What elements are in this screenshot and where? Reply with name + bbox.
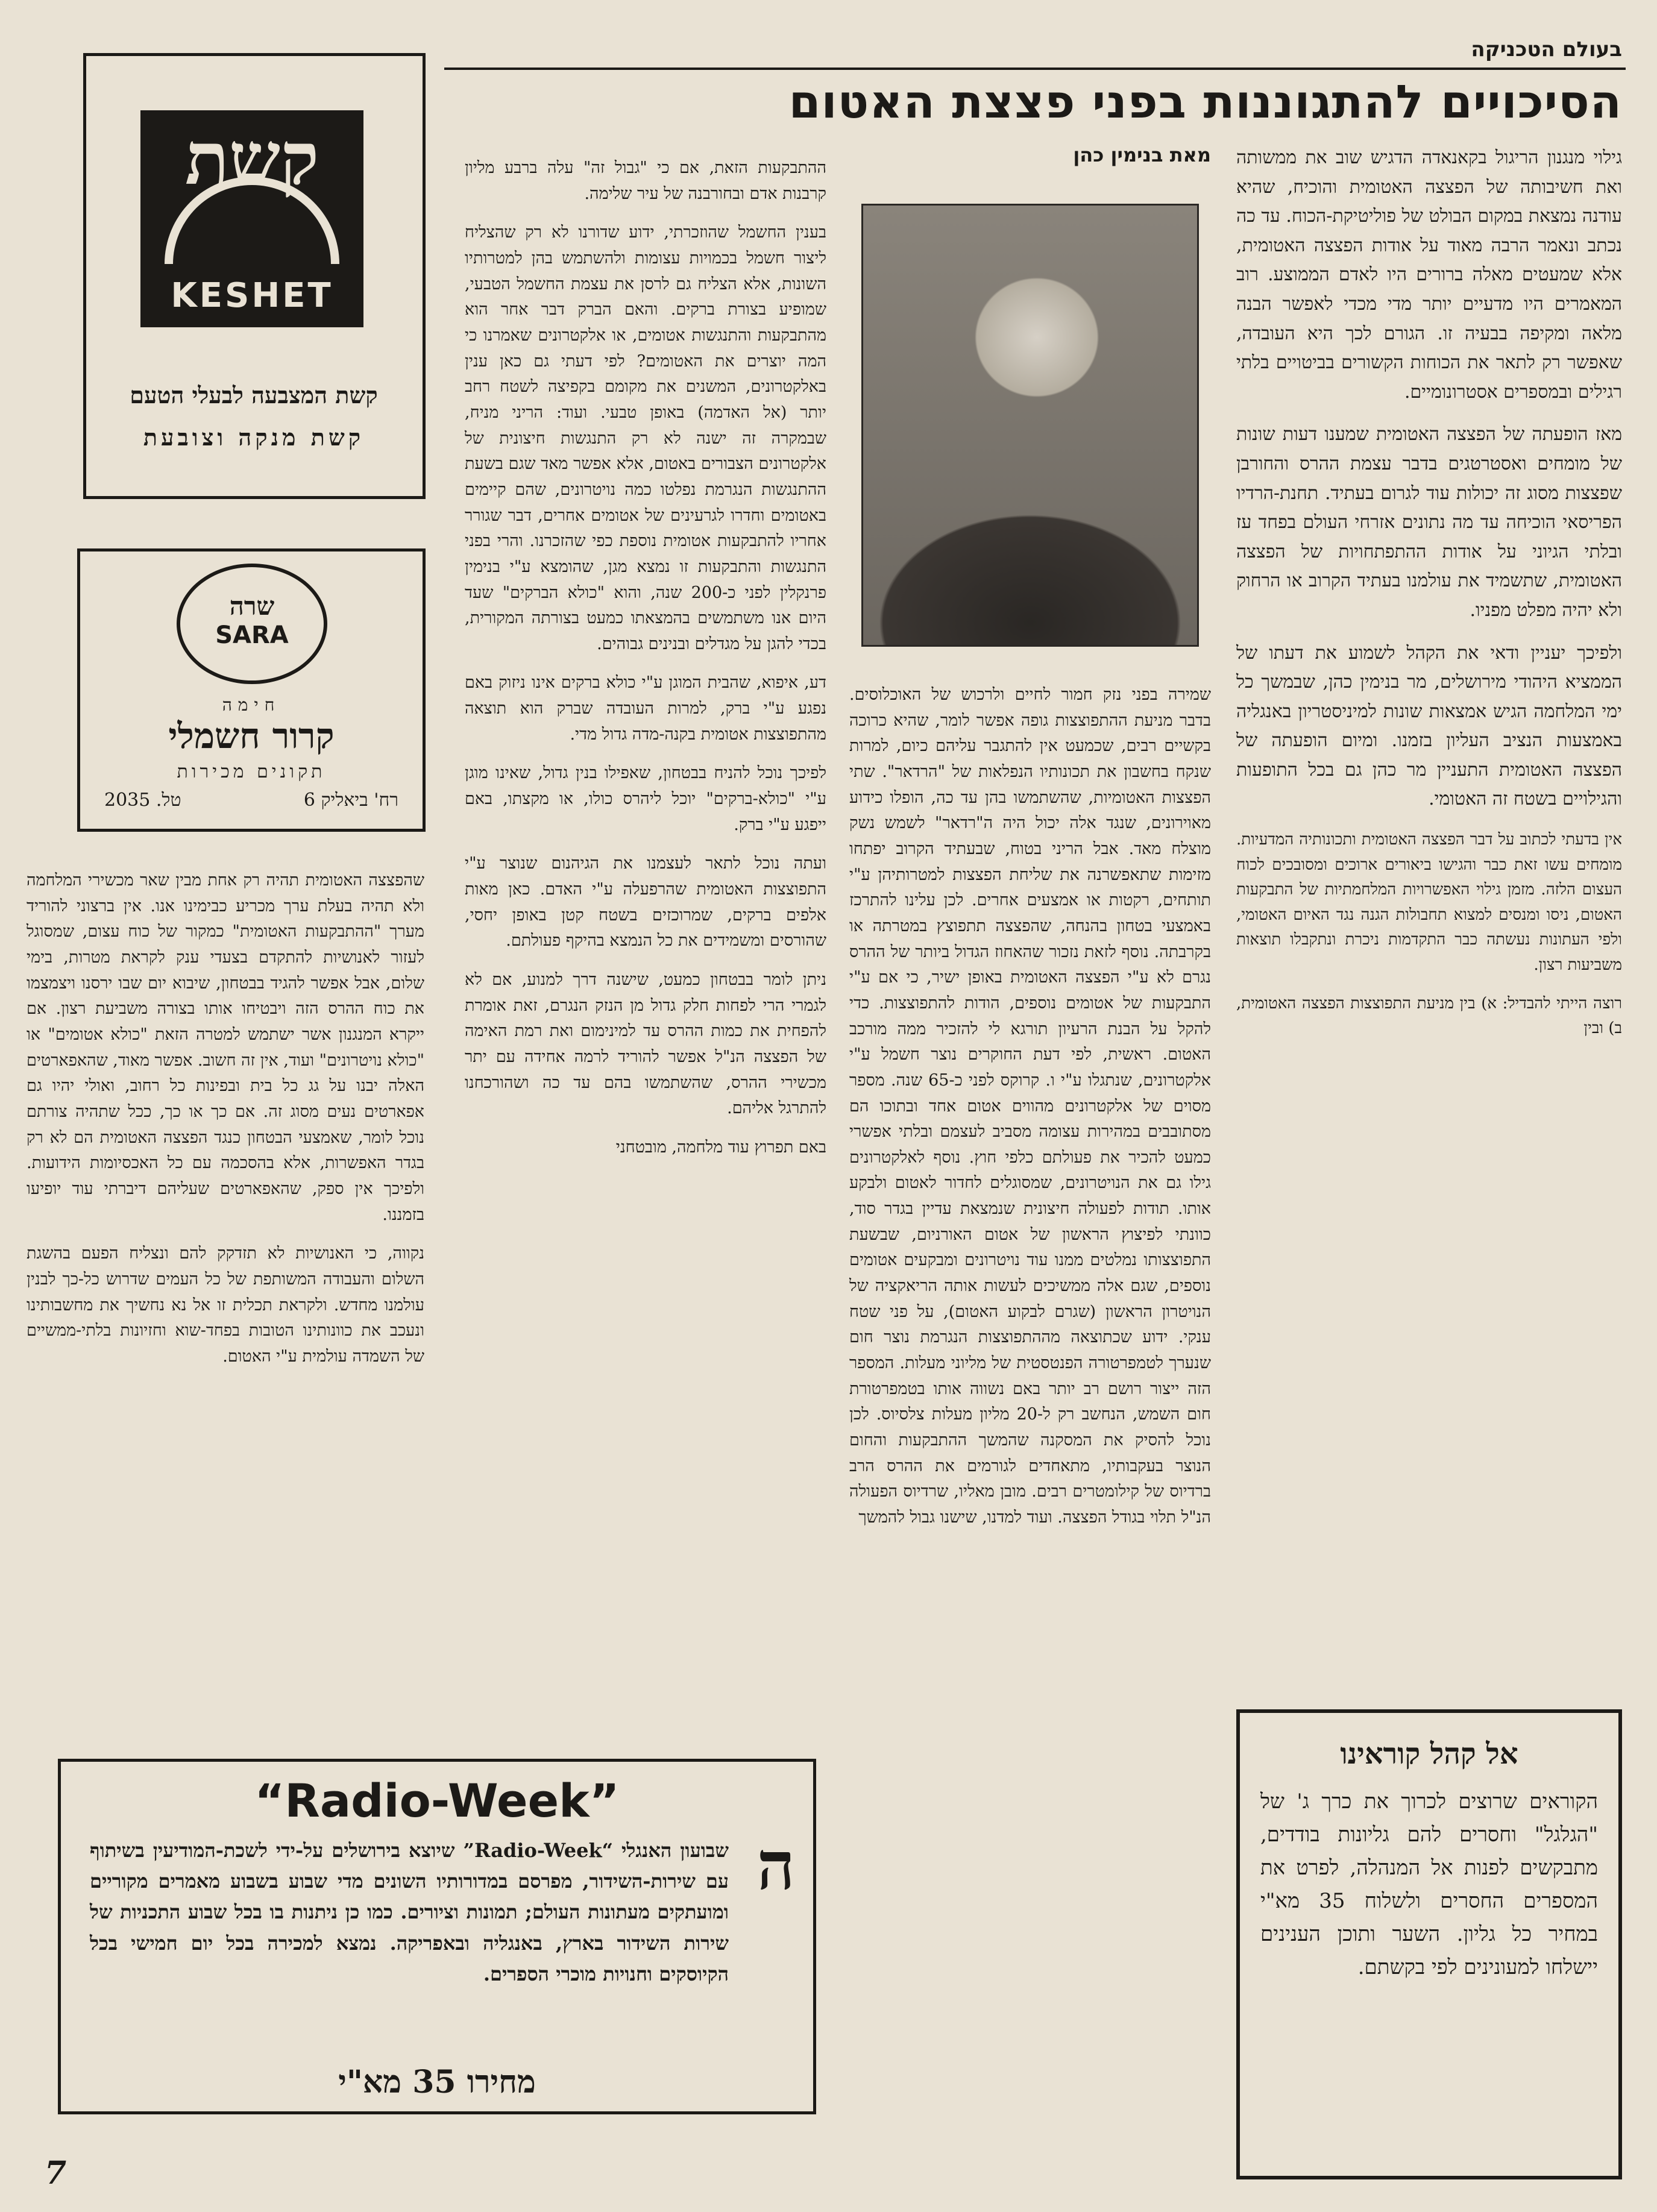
keshet-logo bbox=[140, 110, 363, 327]
notice-title: אל קהל קוראינו bbox=[1340, 1737, 1518, 1771]
sara-logo-text: SARA bbox=[215, 621, 289, 649]
paragraph: נקווה, כי האנושיות לא תזדקק להם ונצליח הפעם בהשגת השלום והעבודה המשותפת של כל העמים שדרוש כל-כך לבנין עולמנו מחדש. ולקראת תכלית זו אל נא נחשיך את מחשבותינו ונעכב את כוונותינו הטובות בפחד-שוא וחזיונות בלתי-ממשיים של השמדה עולמית ע"י האטום. bbox=[27, 1244, 424, 1366]
paragraph: ההתבקעות הזאת, אם כי "גבול זה" עלה ברבע מליון קרבנות אדם ובחורבנה של עיר שלימה. bbox=[465, 159, 826, 203]
ad-radio-week bbox=[58, 1759, 816, 2114]
paragraph: ולפיכך יעניין ודאי את הקהל לשמוע את דעתו של הממציא היהודי מירושלים, מר בנימין כהן, שבמשך כל ימי המלחמה הגיש אמצאות שונות למיניסטריון באנגליה באמצעות הנציב העליון בזמנו. ומיום הופעתה של הפצצה האטומית התעניין מר כהן גם בכל התופעות והגילויים בשטח זה האטומי. bbox=[1236, 642, 1622, 810]
article-column-3 bbox=[465, 156, 826, 1174]
article-column-1 bbox=[1236, 143, 1622, 1055]
headline: הסיכויים להתגוננות בפני פצצת האטום bbox=[788, 75, 1622, 128]
radio-week-price: מחירו 35 מא"י bbox=[338, 2064, 536, 2100]
paragraph: שמירה בפני נזק חמור לחיים ולרכוש של האוכלוסים. בדבר מניעת ההתפוצצות גופה אפשר לומר, שהיא כרוכה בקשיים רבים, שכמעט אין להתגבר עליהם כיום, למרות שנקח בחשבון את תכונותיו הנפלאות של "הרדאר". שתי הפצצות האטומיות, שהשתמשו בהן עד כה, הופלו כידוע מאוירונים, שנגד אלה יכול היה ה"רדאר" לשמש נשק מוצלח מאד. אבל הריני בטוח, שבעתיד הקרוב יפתחו מזימות שתאפשרנה את שליחת הפצצות למטרותיהן ע"י תותחים, רקטות או אמצעים אחרים. לכן עלינו להתרכז באמצעי בטחון בהנחה, שהפצצה תתפוצץ במטרתה או בקרבתה. נוסף לזאת נזכור שהאחוז הגדול ביותר של ההרס נגרם לא ע"י הפצצה האטומית באופן ישיר, כי אם ע"י התבקעות של אטומים נוספים, הודות להתפוצצות. כדי להקל על הבנת הרעיון תורגא לי להזכיר ממה מורכב האטום. ראשית, לפי דעת החוקרים נוצר חשמל ע"י אלקטרונים, שנתגלו ע"י ו. קרוקס לפני כ-65 שנה. מספר מסוים של אלקטרונים מהווים אטום אחד ובתוכו הם מסתובבים במהירות עצומה מסביב לעצמם ובלתי אפשרי כמעט להכיר את פעולתם כלפי חוץ. נוסף לאלקטרונים גילו גם את הנויטרונים, שמסוגלים לחדור לאטום ולבקע אותו. תודות לפעולה חיצונית שנמצאת עדיין בגדר סוד, כוונתי לפיצוץ הראשון של אטום האורניום, שבשעת התפוצצותו נמלטים ממנו עוד נויטרונים ומבקעים אטומים נוספים, שגם אלה ממשיכים לעשות אותה הריאקציה של הנויטרון הראשון (שגרם לבקוע האטום), על פני שטח ענקי. ידוע שכתוצאה מההתפוצצות הנגרמת נוצר חום שנערך לטמפרטורה הפנטסטית של מליוני מעלות. המספר הזה ייצור רושם רב יותר באם נשווה אותו בטמפרטורת חום השמש, הנחשב רק ל-20 מליון מעלות צלסיוס. לכן נוכל להסיק את המסקנה שהמשך ההתבקעות והחום הנוצר בעקבותיו, מתאחדים לגורמים את ההרס הרב ברדיוס של קילומטרים רבים. מובן מאליו, שרדיוס הפעולה הנ"ל תלוי בגודל הפצצה. ועוד למדנו, שישנו גבול להמשך bbox=[849, 685, 1212, 1527]
paragraph: בענין החשמל שהוזכרתי, ידוע שדורנו לא רק שהצליח ליצור חשמל בכמויות עצומות ולהשתמש בהן למטרותיו השונות, אלא הצליח גם לרסן את עצמת החשמל הטבעי, שמופיע בצורת ברקים. והאם הברק דבר אחר הוא מהתבקעות והתנגשות אטומים, או אלקטרונים שאמרנו כי המה יוצרים את האטומים? לפי דעתי גם כאן ענין באלקטרונים, המשנים את מקומם בקפיצה לשטח רחב יותר (אל האדמה) באופן טבעי. ועוד: הריני מניח, שבמקרה זה ישנה לא רק התנגשות חיצונית של אלקטרונים הצבורים באטום, אלא אפשר מאד שגם בשעת ההתנגשות הנגרמת נפלטו כמה נויטרונים, שהם קיימים באטומים וחדרו לגרעינים של אטומים אחרים, דבר שגורר אחריו להתבקעות אטומית נוספת כפי שהזכרנו. והרי בפני התנגשות והתבקעות זו נמצא מגן, שהומצא ע"י בנימין פרנקלין לפני כ-200 שנה, והוא "כולא הברקים" שעד היום אנו משתמשים בהמצאתו כמעט בצורתה המקורית, בכדי להגן על מגדלים ובנינים גבוהים. bbox=[465, 223, 826, 653]
paragraph: גילוי מנגנון הריגול בקאנאדה הדגיש שוב את ממשותה ואת חשיבותה של הפצצה האטומית והוכיח, שהיא עודנה נמצאת במקום הבולט של פוליטיקת-הכוח. עד כה נכתב ונאמר הרבה מאוד על אודות הפצצה האטומית, אלא שמעטים מאלה ברורים היו לאדם הממוצע. רוב המאמרים היו מדעיים יותר מדי מכדי לאפשר הבנה מלאה ומקיפה בבעיה זו. הגורם לכך היא העובדה, שאפשר רק לתאר את הכוחות הקשורים בביטויים בלתי רגילים ובמספרים אסטרונומיים. bbox=[1236, 147, 1622, 403]
paragraph: שהפצצה האטומית תהיה רק אחת מבין שאר מכשירי המלחמה ולא תהיה בעלת ערך מכריע כבימינו אנו. אין ברצוני להוריד מערך "ההתבקעות האטומית" כמקור של כוח עצום, שמסוגל לעזור לאנושיות להתקדם בצעדי ענק לקראת מטרות, בימי שלום, אבל אפשר להגיד בבטחון, שיבוא יום שבו ירסנו ויצמצמו את כוח ההרס הזה ויבטיחו אותו בצורה משביעת רצון. אם ייקרא המנגנון אשר ישתמש למטרה הזאת "כולא אטומים" או "כולא נויטרונים" ועוד, אין זה חשוב. אפשר מאוד, שהאפארטים האלה יבנו על גג כל בית ובפינות כל רחוב, ואולי יהיו גם אפארטים נעים מסוג זה. אם כך או כך, ככל שתהיה צורתם נוכל לומר, שאמצעי הבטחון כנגד הפצצה האטומית הם לא רק בגדר האפשרות, אלא בהסכמה עם כל האכסיומות הידועות. ולפיכך אין ספק, שהאפארטים שעליהם דיברתי עוד יופיעו בזמננו. bbox=[27, 871, 424, 1224]
author-photo bbox=[861, 204, 1199, 647]
paragraph: דע, איפוא, שהבית המוגן ע"י כולא ברקים אינו ניזוק באם נפגע ע"י ברק, למרות העובדה שברק הוא תוצאה מהתפוצצות אטומית בקנה-מדה גדול מדי. bbox=[465, 673, 826, 744]
page-number: 7 bbox=[45, 2155, 67, 2192]
ad-product-name: קרור חשמלי bbox=[168, 715, 335, 756]
ad-refrigerator bbox=[77, 548, 426, 832]
notice-box bbox=[1236, 1709, 1622, 2179]
ad-label: חימה bbox=[222, 695, 281, 715]
article-column-4 bbox=[27, 868, 424, 1383]
sara-logo-heb: שרה bbox=[229, 591, 275, 621]
radio-week-initial: ה bbox=[756, 1827, 795, 1905]
keshet-hebrew-logo: קשת bbox=[184, 116, 319, 201]
section-label: בעולם הטכניקה bbox=[1471, 37, 1622, 61]
keshet-line-1: קשת המצבעה לבעלי הטעם bbox=[130, 382, 378, 409]
notice-body: הקוראים שרוצים לכרוך את כרך ג' של "הגלגל" וחסרים להם גליונות בודדים, מתבקשים לפנות אל המנהלה, לפרט את המספרים החסרים ולשלוח 35 מא"י במחיר כל גליון. השער ותוכן הענינים יישלחו למעונינים לפי בקשתם. bbox=[1260, 1789, 1598, 1980]
keshet-latin-logo: KESHET bbox=[171, 276, 333, 315]
ad-phone: טל. 2035 bbox=[104, 790, 181, 811]
article-column-2 bbox=[849, 682, 1211, 1544]
ad-keshet bbox=[83, 53, 426, 499]
sara-logo bbox=[177, 564, 327, 684]
paragraph: באם תפרוץ עוד מלחמה, מובטחני bbox=[615, 1137, 826, 1157]
paragraph: ניתן לומר בבטחון כמעט, שישנה דרך למנוע, אם לא לגמרי הרי לפחות חלק גדול מן הנזק הנגרם, זאת אומרת להפחית את כמות ההרס עד למינימום ואת רמת האימה של הפצצה הנ"ל אפשר להוריד לרמה אחידה עם יתר מכשירי ההרס, שהשתמשו בהם עד כה ושהורכחנו להתרגל אליהם. bbox=[465, 970, 826, 1118]
keshet-line-2: קשת מנקה וצובעת bbox=[143, 424, 365, 451]
paragraph-intro: אין בדעתי לכתוב על דבר הפצצה האטומית ותכונותיה המדעיות. מומחים עשו זאת כבר והגישו ביאורים ארוכים ומסובכים לכוח העצום הלזה. מזמן גילוי האפשרויות המלחמתיות של התבקעות האטום, ניסו ומנסים למצוא תחבולות הגנה נגד האיום האטומי, ולפי העתונות נעשתה כבר התקדמות ניכרת ונתקבלו תוצאות משביעות רצון. bbox=[1236, 831, 1622, 975]
byline: מאת בנימין כהן bbox=[1073, 143, 1211, 166]
header-rule bbox=[444, 68, 1626, 70]
paragraph-tail: רוצה הייתי להבדיל: א) בין מניעת התפוצצות הפצצה האטומית, ב) ובין bbox=[1236, 994, 1622, 1038]
radio-week-body: שבועון האנגלי “Radio-Week” שיוצא בירושלים על-ידי לשכת-המודיעין בשיתוף עם שירות-השידור, מפרסם במדורותיו השונים מדי שבוע בשבוע מאמרים מקוריים ומועתקים מעתונות העולם; תמונות וציורים. כמו כן ניתנות בו בכל שבוע התכניות של שירות השידור בארץ, באנגליה ובאפריקה. נמצא למכירה בכל יום חמישי בכל הקיוסקים וחנויות מוכרי הספרים. bbox=[90, 1839, 729, 1985]
radio-week-title: “Radio-Week” bbox=[254, 1774, 620, 1827]
paragraph: מאז הופעתה של הפצצה האטומית שמענו דעות שונות של מומחים ואסטרטגים בדבר עצמת ההרס והחורבן שפצצות מסוג זה יכולות עוד לגרום בעתיד. תחנת-הרדיו הפריסאי הוכיחה עד מה נתונים אזרחי העולם בפחד עז ובלתי הגיוני על אודות ההתפתחויות של הפצצה האטומית, שתשמיד את עולמנו בעתיד הקרוב או הרחוק ולא יהיה מפלט מפניו. bbox=[1236, 424, 1622, 621]
ad-services: תקונים מכירות bbox=[177, 761, 326, 782]
ad-address: רח' ביאליק 6 bbox=[303, 790, 398, 811]
paragraph: לפיכך נוכל להניח בבטחון, שאפילו בנין גדול, שאינו מוגן ע"י "כולא-ברקים" יוכל ליהרס כולו, או מקצתו, באם ייפגע ע"י ברק. bbox=[465, 764, 826, 834]
paragraph: ועתה נוכל לתאר לעצמנו את הגיהנום שנוצר ע"י התפוצצות האטומית שהרפעלה ע"י האדם. כאן מאות אלפים ברקים, שמרוכזים בשטח קטן באופן יחסי, שהורסים ומשמידים את כל הנמצא בהיקף פעולתם. bbox=[465, 854, 826, 950]
